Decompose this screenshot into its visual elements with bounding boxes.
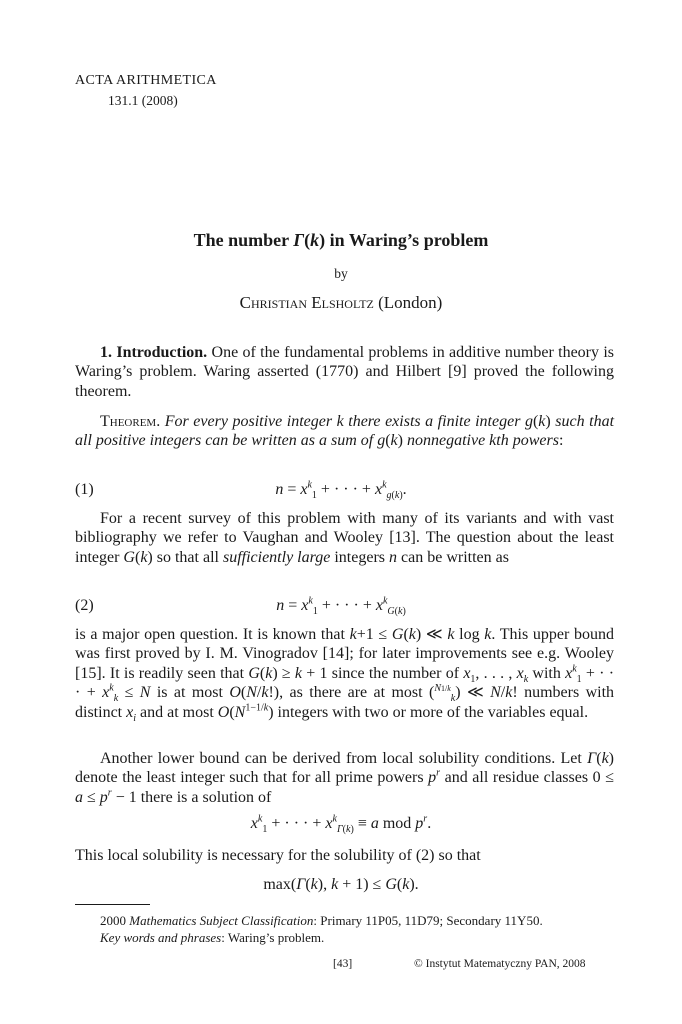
intro-paragraph: 1. Introduction. One of the fundamental problems in additive number theory is Waring’s problem. Waring asserted (1770) and Hilbert [9] proved the following theorem. xyxy=(75,344,615,400)
footnote-msc: 2000 Mathematics Subject Classification: Primary 11P05, 11D79; Secondary 11Y50. xyxy=(100,913,543,928)
theorem-label: Theorem. xyxy=(100,413,161,430)
theorem-statement: Theorem. For every positive integer k there exists a finite integer g(k) such that all positive integers can be written as a sum of g(k) nonnegative kth powers: xyxy=(75,413,615,450)
necessity-paragraph: This local solubility is necessary for the solubility of (2) so that xyxy=(75,847,481,864)
bounds-paragraph: is a major open question. It is known that k+1 ≤ G(k) ≪ k log k. This upper bound was first proved by I. M. Vinogradov [14]; for later improvements see e.g. Wooley [15]. It is readily seen that G(k) ≥ k + 1 since the number of $x_1$, . . . , $x_k$ with $x^k_1$ + · · · + $x^k_k \le N$ is at most O(N/k!), as there are at most ($^{N1/k}_k$) ≪ N/k! numbers with distinct $x_i$ and at most $O(N^{1-1/k})$ integers with two or more of the variables equal. xyxy=(75,626,615,724)
section-heading: 1. Introduction. xyxy=(100,344,208,361)
equation-2: $n = x^k_1$ + · · · + $x^k_{G(k)}$ xyxy=(276,595,406,618)
equation-number-1: (1) xyxy=(75,481,94,498)
journal-volume: 131.1 (2008) xyxy=(108,93,178,108)
copyright-notice: © Instytut Matematyczny PAN, 2008 xyxy=(414,958,586,970)
equation-3: $x^k_1$ + · · · + $x^k_{\Gamma(k)} \equiv a$ mod $p^r$. xyxy=(250,813,432,836)
author: Christian Elsholtz (London) xyxy=(239,293,443,312)
equation-1: $n = x^k_1$ + · · · + $x^k_{g(k)}$. xyxy=(275,479,407,502)
paper-title: The number Γ(k) in Waring’s problem xyxy=(193,230,489,250)
journal-name: ACTA ARITHMETICA xyxy=(75,73,217,88)
equation-4: max(Γ(k), k + 1) ≤ G(k). xyxy=(263,876,419,893)
local-solubility-paragraph: Another lower bound can be derived from local solubility conditions. Let Γ(k) denote the least integer such that for all prime powers $p^r$ and all residue classes $0 \le a \le p^r - 1$ there is a solution of xyxy=(75,750,614,806)
byline: by xyxy=(334,266,348,281)
equation-number-2: (2) xyxy=(75,597,94,614)
footnote-keywords: Key words and phrases: Waring’s problem. xyxy=(100,930,325,945)
survey-paragraph: For a recent survey of this problem with many of its variants and with vast bibliography we refer to Vaughan and Wooley [13]. The question about the least integer G(k) so that all sufficiently large integers n can be written as xyxy=(75,510,614,566)
footnote-rule xyxy=(75,904,150,905)
page-number: [43] xyxy=(333,958,353,970)
